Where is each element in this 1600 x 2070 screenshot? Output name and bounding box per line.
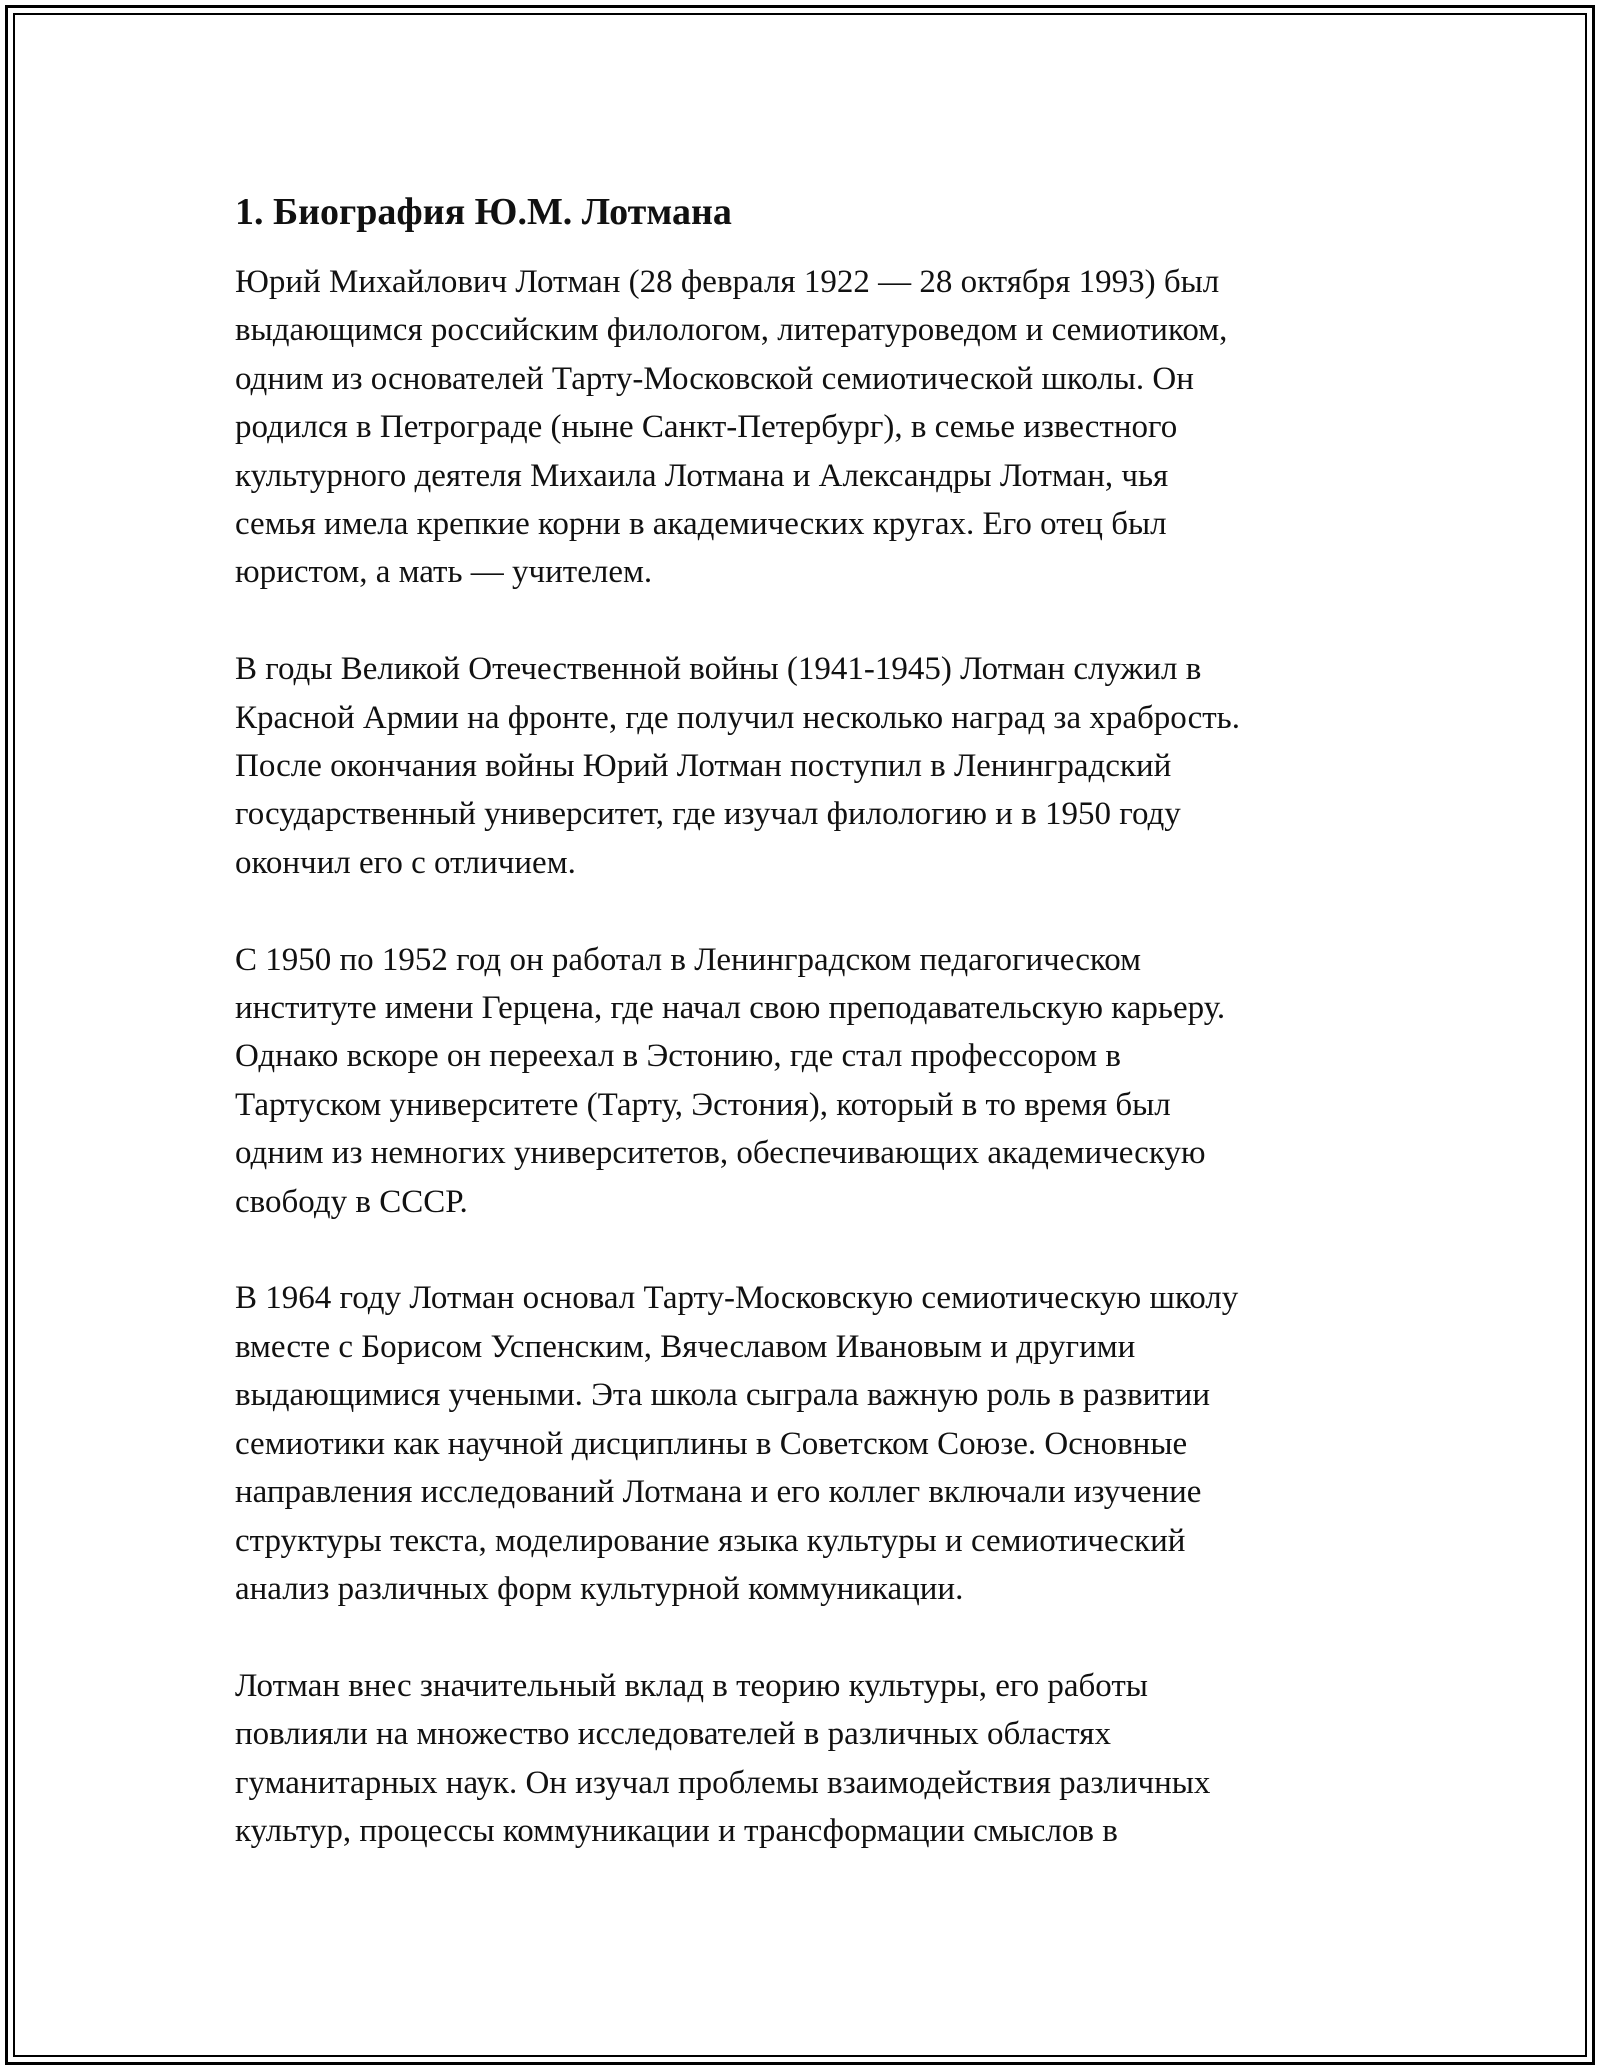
paragraph-5: Лотман внес значительный вклад в теорию культуры, его работы повлияли на множество исследователей в различных областях гуманитарных наук. Он изучал проблемы взаимодействия различных культур, процессы коммуникации и трансформации смыслов в [235,1667,1211,1849]
paragraph-2: В годы Великой Отечественной войны (1941-1945) Лотман служил в Красной Армии на фронте, где получил несколько наград за храбрость. После окончания войны Юрий Лотман поступил в Ленинградский государственный университет, где изучал филологию и в 1950 году окончил его с отличием. [235,651,1240,881]
document-body [235,186,1395,1904]
paragraph-4: В 1964 году Лотман основал Тарту-Московскую семиотическую школу вместе с Борисом Успенским, Вячеславом Ивановым и другими выдающимися учеными. Эта школа сыграла важную роль в развитии семиотики как научной дисциплины в Советском Союзе. Основные направления исследований Лотмана и его коллег включали изучение структуры текста, моделирование языка культуры и семиотический анализ различных форм культурной коммуникации. [235,1280,1239,1607]
paragraph-3: С 1950 по 1952 год он работал в Ленинградском педагогическом институте имени Герцена, где начал свою преподавательскую карьеру. Однако вскоре он переехал в Эстонию, где стал профессором в Тартуском университете (Тарту, Эстония), который в то время был одним из немногих университетов, обеспечивающих академическую свободу в СССР. [235,941,1226,1220]
section-heading: 1. Биография Ю.М. Лотмана [235,191,732,233]
paragraph-1: Юрий Михайлович Лотман (28 февраля 1922 — 28 октября 1993) был выдающимся российским филологом, литературоведом и семиотиком, одним из основателей Тарту-Московской семиотической школы. Он родился в Петрограде (ныне Санкт-Петербург), в семье известного культурного деятеля Михаила Лотмана и Александры Лотман, чья семья имела крепкие корни в академических кругах. Его отец был юристом, а мать — учителем. [235,264,1228,591]
